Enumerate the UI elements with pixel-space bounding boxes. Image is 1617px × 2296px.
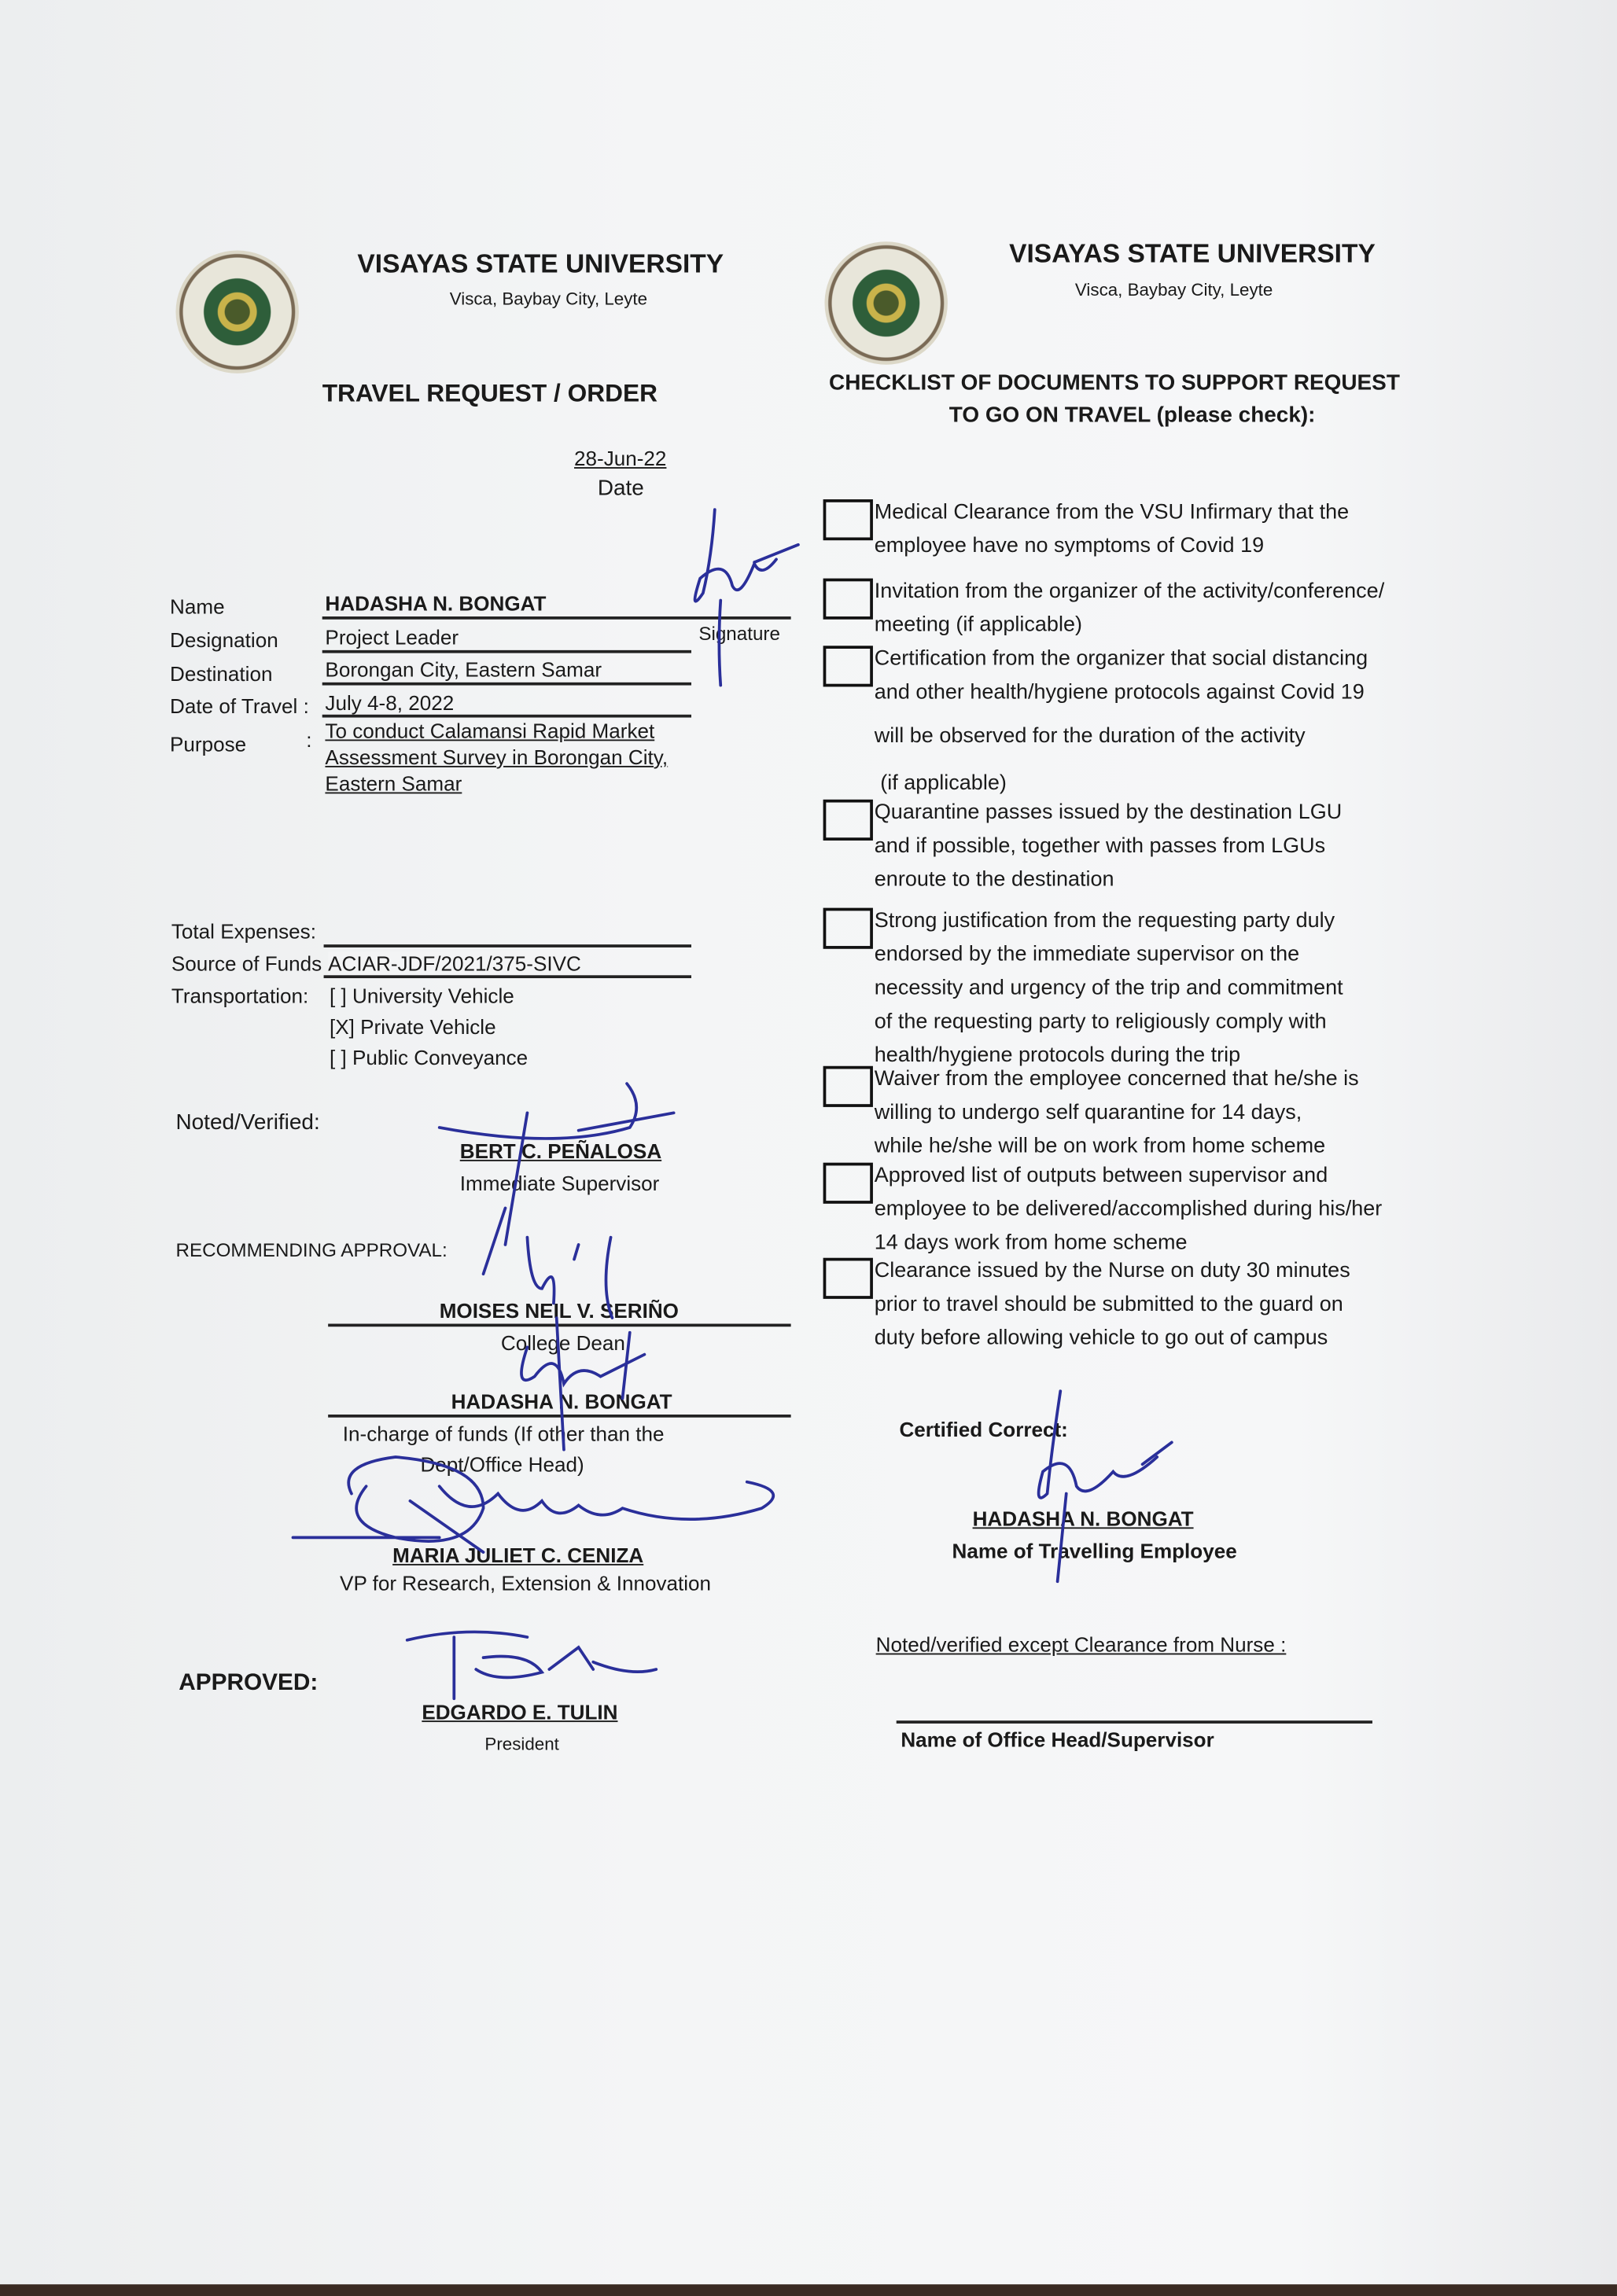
transport-option-public: [ ] Public Conveyance	[330, 1045, 529, 1069]
checklist-item-text: Strong justification from the requesting party duly	[874, 909, 1335, 933]
date-of-travel-value: July 4-8, 2022	[325, 691, 455, 715]
checklist-item-text: willing to undergo self quarantine for 14 days,	[874, 1101, 1302, 1125]
signature-label: Signature	[698, 622, 780, 645]
checklist-item-text: meeting (if applicable)	[874, 613, 1082, 638]
total-expenses-label: Total Expenses:	[171, 919, 316, 944]
checklist-item-text: and other health/hygiene protocols against Covid 19	[874, 680, 1365, 705]
designation-value: Project Leader	[325, 625, 459, 649]
signature-requester	[695, 510, 798, 685]
funds-incharge-title: In-charge of funds (If other than the	[342, 1422, 665, 1446]
checklist-item-text: and if possible, together with passes from LGUs	[874, 834, 1326, 859]
date-label: Date	[597, 476, 644, 501]
signature-supervisor	[440, 1084, 674, 1245]
date-value: 28-Jun-22	[574, 447, 667, 470]
signature-vp	[293, 1457, 773, 1552]
checklist-item-text: prior to travel should be submitted to the guard on	[874, 1293, 1343, 1317]
transportation-label: Transportation:	[171, 984, 309, 1008]
name-value: HADASHA N. BONGAT	[325, 591, 547, 616]
checklist-item-text: Approved list of outputs between supervisor and	[874, 1164, 1328, 1188]
dean-name: MOISES NEIL V. SERIÑO	[439, 1298, 679, 1323]
dean-title: College Dean	[500, 1330, 625, 1355]
checklist-item-text: employee have no symptoms of Covid 19	[874, 534, 1265, 558]
signature-dean	[484, 1208, 613, 1318]
transport-option-private: [X] Private Vehicle	[330, 1014, 496, 1039]
funds-incharge-title-2: Dept/Office Head)	[420, 1452, 584, 1477]
purpose-line: To conduct Calamansi Rapid Market	[325, 719, 655, 743]
purpose-line: Eastern Samar	[325, 771, 462, 796]
checklist-item-note: (if applicable)	[880, 771, 1007, 796]
signature-employee	[1039, 1391, 1172, 1581]
checklist-item-text: Certification from the organizer that social distancing	[874, 647, 1368, 671]
purpose-line: Assessment Survey in Borongan City,	[325, 745, 669, 769]
checklist-item-text: Medical Clearance from the VSU Infirmary that the	[874, 500, 1350, 524]
source-of-funds-label: Source of Funds	[171, 951, 322, 976]
checklist-item-text: of the requesting party to religiously comply with	[874, 1010, 1327, 1034]
checklist-item-text: duty before allowing vehicle to go out of campus	[874, 1326, 1328, 1351]
president-title: President	[484, 1733, 559, 1755]
signature-funds-incharge	[521, 1318, 644, 1450]
checklist-item-text: Invitation from the organizer of the activity/conference/	[874, 580, 1385, 604]
noted-except-nurse-label: Noted/verified except Clearance from Nurse :	[875, 1632, 1287, 1657]
form-title: TRAVEL REQUEST / ORDER	[322, 379, 657, 407]
vp-name: MARIA JULIET C. CENIZA	[392, 1543, 644, 1567]
date-of-travel-label: Date of Travel :	[170, 694, 309, 718]
transport-option-university: [ ] University Vehicle	[330, 984, 514, 1008]
name-label: Name	[170, 594, 225, 618]
university-name: VISAYAS STATE UNIVERSITY	[1009, 238, 1376, 268]
source-of-funds-value: ACIAR-JDF/2021/375-SIVC	[328, 951, 581, 976]
destination-value: Borongan City, Eastern Samar	[325, 657, 602, 681]
vp-title: VP for Research, Extension & Innovation	[340, 1571, 712, 1595]
checklist-item-text: health/hygiene protocols during the trip	[874, 1043, 1241, 1068]
designation-label: Designation	[170, 627, 278, 652]
employee-name: HADASHA N. BONGAT	[972, 1507, 1194, 1531]
university-address: Visca, Baybay City, Leyte	[1074, 279, 1273, 300]
president-name: EDGARDO E. TULIN	[422, 1700, 618, 1724]
checklist-item-text: Clearance issued by the Nurse on duty 30 minutes	[874, 1259, 1350, 1283]
office-head-title: Name of Office Head/Supervisor	[901, 1728, 1214, 1752]
checklist-item-text: 14 days work from home scheme	[874, 1231, 1188, 1255]
checklist-subtitle: TO GO ON TRAVEL (please check):	[948, 403, 1316, 428]
supervisor-name: BERT C. PEÑALOSA	[459, 1139, 662, 1163]
recommending-approval-label: RECOMMENDING APPROVAL:	[175, 1238, 448, 1261]
checklist-item-text: employee to be delivered/accomplished during his/her	[874, 1198, 1383, 1222]
approved-label: APPROVED:	[179, 1670, 319, 1696]
certified-correct-label: Certified Correct:	[899, 1417, 1068, 1441]
checklist-item-text: while he/she will be on work from home scheme	[874, 1135, 1326, 1159]
checklist-item-text: Waiver from the employee concerned that he/she is	[874, 1067, 1359, 1091]
checklist-title: CHECKLIST OF DOCUMENTS TO SUPPORT REQUEST	[829, 370, 1400, 396]
funds-incharge-name: HADASHA N. BONGAT	[451, 1389, 672, 1414]
checklist-item-text: Quarantine passes issued by the destination LGU	[874, 800, 1343, 825]
supervisor-title: Immediate Supervisor	[459, 1171, 660, 1195]
desk-edge	[0, 2284, 1617, 2296]
checklist-item-text: necessity and urgency of the trip and commitment	[874, 977, 1343, 1000]
checklist-item-text: will be observed for the duration of the activity	[874, 724, 1306, 749]
university-address: Visca, Baybay City, Leyte	[449, 288, 648, 309]
university-name: VISAYAS STATE UNIVERSITY	[357, 248, 724, 278]
noted-verified-label: Noted/Verified:	[175, 1109, 320, 1135]
employee-title: Name of Travelling Employee	[952, 1539, 1237, 1563]
purpose-colon: :	[306, 727, 312, 752]
purpose-label: Purpose	[170, 732, 247, 756]
signature-president	[407, 1632, 657, 1698]
destination-label: Destination	[170, 661, 273, 686]
checklist-item-text: enroute to the destination	[874, 868, 1114, 892]
checklist-item-text: endorsed by the immediate supervisor on the	[874, 943, 1300, 967]
